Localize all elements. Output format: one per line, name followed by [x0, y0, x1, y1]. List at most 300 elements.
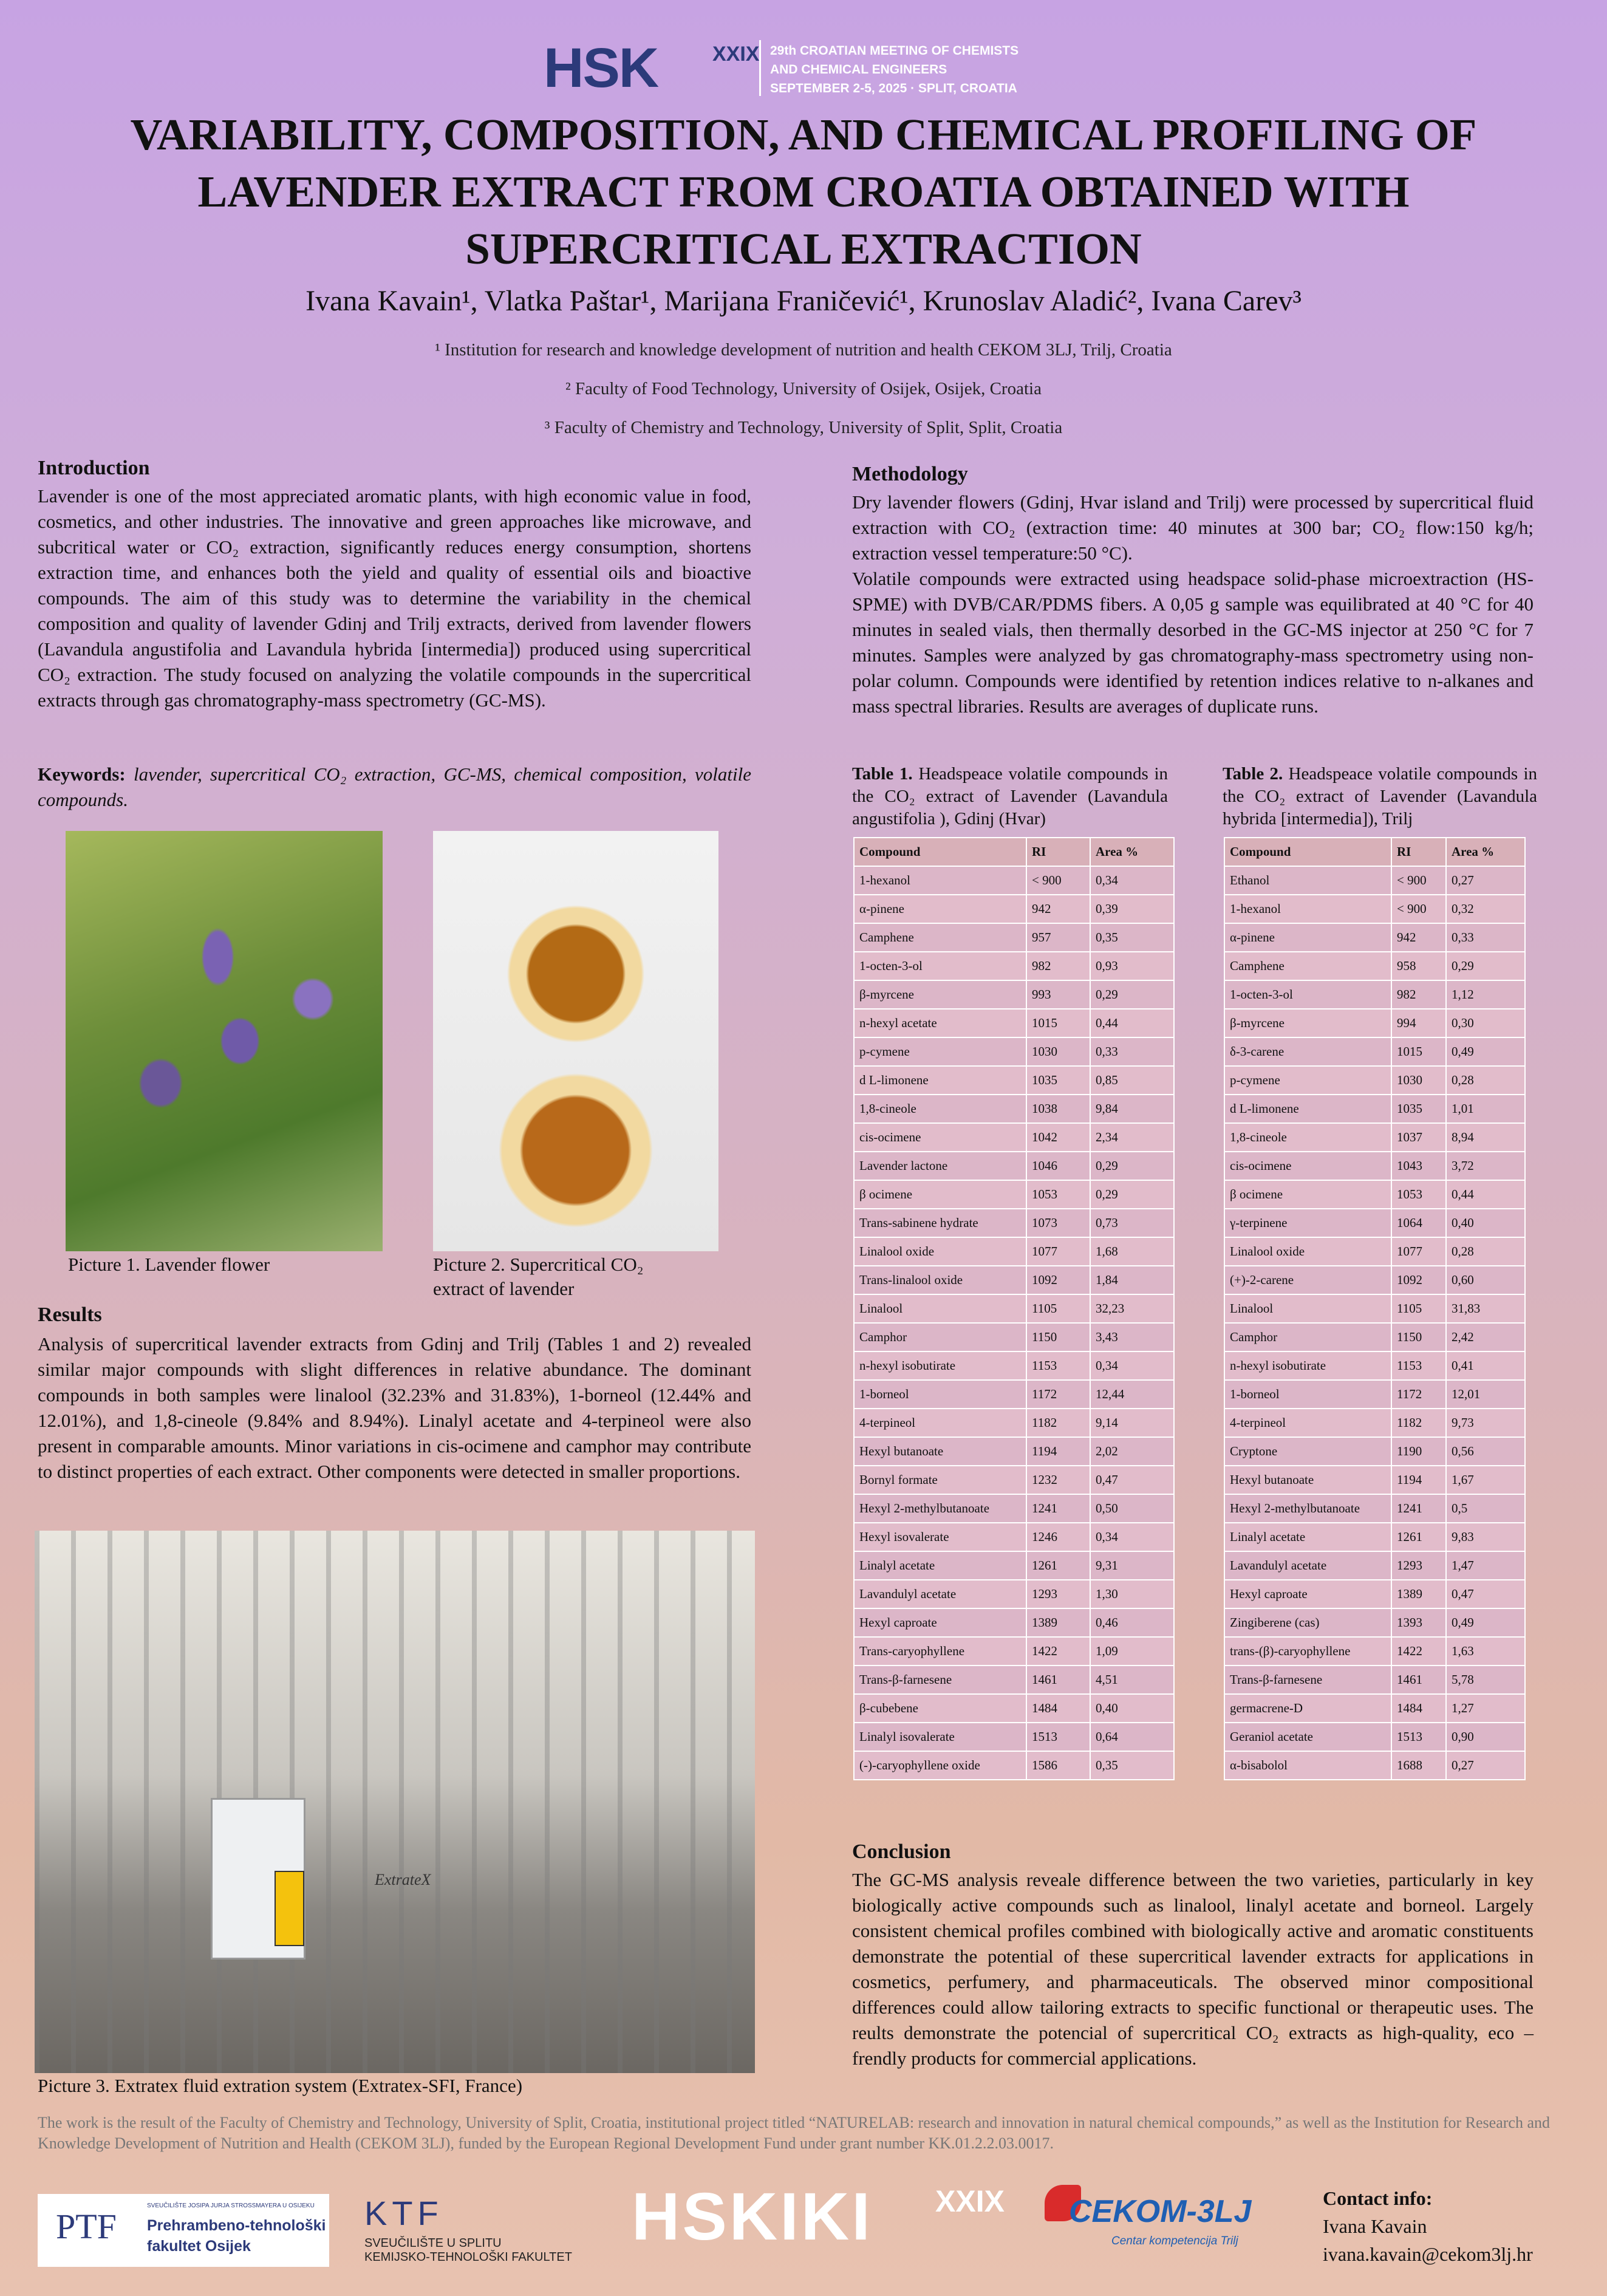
table-row: [1224, 1323, 1525, 1351]
ri-cell: 982: [1026, 952, 1090, 980]
area-cell: 0,85: [1090, 1066, 1174, 1095]
compound-cell: d L-limonene: [854, 1066, 1026, 1095]
table-row: [854, 1180, 1174, 1209]
cekom-logo: [1045, 2178, 1275, 2263]
table-row: [1224, 1123, 1525, 1152]
picture-3-caption: Picture 3. Extratex fluid extration system (Extratex-SFI, France): [38, 2075, 523, 2096]
area-cell: 0,40: [1090, 1694, 1174, 1723]
conference-line2: AND CHEMICAL ENGINEERS: [770, 63, 947, 77]
table-1-header-ri: RI: [1026, 838, 1090, 866]
table-row: [1224, 895, 1525, 923]
table-row: [1224, 1152, 1525, 1180]
area-cell: 31,83: [1446, 1294, 1525, 1323]
table-row: [1224, 1694, 1525, 1723]
compound-cell: Camphor: [1224, 1323, 1391, 1351]
compound-cell: n-hexyl acetate: [854, 1009, 1026, 1037]
compound-cell: n-hexyl isobutirate: [1224, 1351, 1391, 1380]
area-cell: 4,51: [1090, 1666, 1174, 1694]
table-row: [854, 1637, 1174, 1666]
compound-cell: β ocimene: [1224, 1180, 1391, 1209]
ri-cell: 1484: [1026, 1694, 1090, 1723]
area-cell: 0,29: [1090, 1152, 1174, 1180]
table-row: [854, 1152, 1174, 1180]
ptf-logo-name-1: Prehrambeno-tehnološki: [147, 2217, 326, 2234]
table-row: [854, 1494, 1174, 1523]
table-row: [1224, 1351, 1525, 1380]
table-row: [1224, 1723, 1525, 1751]
ri-cell: 1461: [1391, 1666, 1446, 1694]
area-cell: 0,49: [1446, 1037, 1525, 1066]
ptf-logo-mark: PTF: [56, 2207, 117, 2246]
ktf-logo-mark: KTF: [364, 2194, 443, 2232]
table-row: [854, 1266, 1174, 1294]
compound-cell: 1,8-cineole: [854, 1095, 1026, 1123]
area-cell: 0,5: [1446, 1494, 1525, 1523]
compound-cell: 1-octen-3-ol: [1224, 980, 1391, 1009]
table-row: [854, 1095, 1174, 1123]
ri-cell: 1035: [1391, 1095, 1446, 1123]
conference-logo: [544, 37, 760, 99]
table-row: [1224, 980, 1525, 1009]
compound-cell: 1-octen-3-ol: [854, 952, 1026, 980]
compound-cell: cis-ocimene: [854, 1123, 1026, 1152]
table-1-header-compound: Compound: [854, 838, 1026, 866]
table-2-caption-label: Table 2.: [1223, 764, 1283, 784]
area-cell: 32,23: [1090, 1294, 1174, 1323]
ri-cell: 1461: [1026, 1666, 1090, 1694]
keywords-text: lavender, supercritical CO₂ extraction, GC-MS, chemical composition, volatile compounds.: [38, 764, 752, 810]
table-row: [1224, 1066, 1525, 1095]
area-cell: 0,44: [1090, 1009, 1174, 1037]
compound-cell: Camphor: [854, 1323, 1026, 1351]
ri-cell: < 900: [1026, 866, 1090, 895]
affiliation-3: ³ Faculty of Chemistry and Technology, University of Split, Split, Croatia: [544, 418, 1063, 437]
compound-cell: Trans-caryophyllene: [854, 1637, 1026, 1666]
ri-cell: 1064: [1391, 1209, 1446, 1237]
compound-cell: 4-terpineol: [1224, 1409, 1391, 1437]
compound-cell: γ-terpinene: [1224, 1209, 1391, 1237]
ri-cell: 994: [1391, 1009, 1446, 1037]
area-cell: 9,14: [1090, 1409, 1174, 1437]
area-cell: 0,33: [1090, 1037, 1174, 1066]
table-row: [854, 1380, 1174, 1409]
area-cell: 0,90: [1446, 1723, 1525, 1751]
ri-cell: 1043: [1391, 1152, 1446, 1180]
methodology-text-2: Volatile compounds were extracted using headspace solid-phase microextraction (HS-SPME) with DVB/CAR/PDMS fibers. A 0,05 g sample was equilibrated at 40 °C for 40 minutes in sealed vials, then thermally desorbed in the GC-MS injector at 250 °C for 7 minutes. Samples were analyzed by gas chromatography-mass spectrometry using non-polar column. Compounds were identified by retention indices relative to n-alkanes and mass spectral libraries. Results are averages of duplicate runs.: [852, 568, 1534, 717]
ri-cell: 1422: [1026, 1637, 1090, 1666]
conference-separator: [759, 40, 761, 96]
table-row: [854, 980, 1174, 1009]
lavender-flower-photo: [66, 831, 383, 1251]
area-cell: 5,78: [1446, 1666, 1525, 1694]
hskiki-logo: [632, 2171, 1005, 2263]
table-row: [1224, 1209, 1525, 1237]
compound-cell: Hexyl 2-methylbutanoate: [854, 1494, 1026, 1523]
machine-label: ExtrateX: [375, 1871, 431, 1888]
ri-cell: 1077: [1026, 1237, 1090, 1266]
compound-cell: 4-terpineol: [854, 1409, 1026, 1437]
ri-cell: 1190: [1391, 1437, 1446, 1466]
compound-cell: 1-borneol: [854, 1380, 1026, 1409]
compound-cell: α-bisabolol: [1224, 1751, 1391, 1780]
compound-cell: Bornyl formate: [854, 1466, 1026, 1494]
compound-cell: Camphene: [854, 923, 1026, 952]
compound-cell: p-cymene: [1224, 1066, 1391, 1095]
ri-cell: 1053: [1026, 1180, 1090, 1209]
area-cell: 0,60: [1446, 1266, 1525, 1294]
area-cell: 1,67: [1446, 1466, 1525, 1494]
table-row: [854, 1666, 1174, 1694]
table-row: [1224, 1409, 1525, 1437]
table-row: [1224, 1666, 1525, 1694]
compound-cell: (+)-2-carene: [1224, 1266, 1391, 1294]
ri-cell: 1422: [1391, 1637, 1446, 1666]
area-cell: 0,56: [1446, 1437, 1525, 1466]
table-row: [854, 1723, 1174, 1751]
area-cell: 0,47: [1090, 1466, 1174, 1494]
picture-2-caption-line2: extract of lavender: [433, 1278, 575, 1299]
compound-cell: β-myrcene: [854, 980, 1026, 1009]
compound-cell: germacrene-D: [1224, 1694, 1391, 1723]
area-cell: 0,39: [1090, 895, 1174, 923]
compound-cell: α-pinene: [1224, 923, 1391, 952]
ptf-logo: [38, 2194, 329, 2267]
table-row: [854, 1751, 1174, 1780]
area-cell: 0,35: [1090, 1751, 1174, 1780]
area-cell: 1,01: [1446, 1095, 1525, 1123]
compound-cell: Trans-linalool oxide: [854, 1266, 1026, 1294]
area-cell: 0,50: [1090, 1494, 1174, 1523]
ri-cell: 1389: [1391, 1580, 1446, 1608]
table-2-header-ri: RI: [1391, 838, 1446, 866]
compound-cell: Ethanol: [1224, 866, 1391, 895]
table-2-caption-text: Headspeace volatile compounds in the CO₂ extract of Lavender (Lavandula hybrida [intermedia]), Trilj: [1223, 764, 1537, 829]
table-row: [1224, 1237, 1525, 1266]
cekom-logo-text: CEKOM-3LJ: [1069, 2194, 1252, 2229]
compound-cell: Cryptone: [1224, 1437, 1391, 1466]
table-row: [854, 1294, 1174, 1323]
compound-cell: d L-limonene: [1224, 1095, 1391, 1123]
area-cell: 0,32: [1446, 895, 1525, 923]
table-row: [854, 1037, 1174, 1066]
area-cell: 0,29: [1090, 1180, 1174, 1209]
ri-cell: 1194: [1026, 1437, 1090, 1466]
compound-cell: Linalyl acetate: [854, 1551, 1026, 1580]
ri-cell: 1393: [1391, 1608, 1446, 1637]
ri-cell: 1015: [1026, 1009, 1090, 1037]
contact-name: Ivana Kavain: [1323, 2215, 1427, 2237]
contact-heading: Contact info:: [1323, 2187, 1433, 2209]
ri-cell: 1194: [1391, 1466, 1446, 1494]
picture-2-caption: [433, 1252, 644, 1301]
ri-cell: 1261: [1391, 1523, 1446, 1551]
compound-cell: Camphene: [1224, 952, 1391, 980]
compound-cell: β ocimene: [854, 1180, 1026, 1209]
table-row: [854, 952, 1174, 980]
area-cell: 9,31: [1090, 1551, 1174, 1580]
ri-cell: 1172: [1026, 1380, 1090, 1409]
area-cell: 1,84: [1090, 1266, 1174, 1294]
funding-note: The work is the result of the Faculty of Chemistry and Technology, University of Split, Croatia, institutional project titled “NATURELAB: research and innovation in natural chemical compounds,” as well as the Institution for Research and Knowledge Development of Nutrition and Health (CEKOM 3LJ), funded by the European Regional Development Fund under grant number KK.01.2.2.03.0017.: [38, 2114, 1550, 2152]
area-cell: 0,44: [1446, 1180, 1525, 1209]
ri-cell: 1077: [1391, 1237, 1446, 1266]
table-1-header-area: Area %: [1090, 838, 1174, 866]
ri-cell: 942: [1026, 895, 1090, 923]
table-row: [854, 1323, 1174, 1351]
table-1-wrapper: [853, 837, 1175, 1780]
keywords: [38, 762, 751, 813]
area-cell: 3,43: [1090, 1323, 1174, 1351]
hskiki-logo-text: HSKIKI: [632, 2179, 873, 2254]
compound-cell: Zingiberene (cas): [1224, 1608, 1391, 1637]
area-cell: 2,02: [1090, 1437, 1174, 1466]
compound-cell: Linalool: [854, 1294, 1026, 1323]
area-cell: 0,49: [1446, 1608, 1525, 1637]
ri-cell: 1484: [1391, 1694, 1446, 1723]
table-row: [854, 1209, 1174, 1237]
compound-cell: 1-borneol: [1224, 1380, 1391, 1409]
ri-cell: 1241: [1391, 1494, 1446, 1523]
area-cell: 0,93: [1090, 952, 1174, 980]
introduction-heading: Introduction: [38, 457, 150, 479]
ri-cell: 1030: [1026, 1037, 1090, 1066]
affiliation-1: ¹ Institution for research and knowledge development of nutrition and health CEKOM 3LJ, Trilj, Croatia: [435, 340, 1172, 360]
area-cell: 0,64: [1090, 1723, 1174, 1751]
area-cell: 0,41: [1446, 1351, 1525, 1380]
picture-1-caption: Picture 1. Lavender flower: [68, 1254, 270, 1275]
area-cell: 1,09: [1090, 1637, 1174, 1666]
area-cell: 0,47: [1446, 1580, 1525, 1608]
ri-cell: 1293: [1391, 1551, 1446, 1580]
ri-cell: 993: [1026, 980, 1090, 1009]
compound-cell: n-hexyl isobutirate: [854, 1351, 1026, 1380]
table-2-caption: [1223, 763, 1537, 830]
table-2-wrapper: [1224, 837, 1526, 1780]
compound-cell: 1,8-cineole: [1224, 1123, 1391, 1152]
ri-cell: 1513: [1391, 1723, 1446, 1751]
table-row: [1224, 1437, 1525, 1466]
ri-cell: 1246: [1026, 1523, 1090, 1551]
table-1-caption: [852, 763, 1168, 830]
table-row: [854, 1009, 1174, 1037]
area-cell: 1,27: [1446, 1694, 1525, 1723]
table-row: [1224, 923, 1525, 952]
table-row: [854, 1437, 1174, 1466]
compound-cell: Geraniol acetate: [1224, 1723, 1391, 1751]
table-row: [1224, 1608, 1525, 1637]
contact-email[interactable]: ivana.kavain@cekom3lj.hr: [1323, 2243, 1533, 2265]
compound-cell: Trans-β-farnesene: [854, 1666, 1026, 1694]
table-row: [1224, 1580, 1525, 1608]
compound-cell: Linalyl isovalerate: [854, 1723, 1026, 1751]
area-cell: 0,40: [1446, 1209, 1525, 1237]
ri-cell: 942: [1391, 923, 1446, 952]
table-row: [1224, 1637, 1525, 1666]
conclusion-text: The GC-MS analysis reveale difference between the two varieties, particularly in key biologically active compounds such as linalool, linalyl acetate and borneol. Largely consistent chemical profiles combined with biologically active and aromatic constituents demonstrate the potential of these supercritical lavender extracts for applications in cosmetics, perfumery, and pharmaceuticals. The observed minor compositional differences could allow tailoring extracts to specific functional or therapeutic uses. The reults demonstrate the potencial of supercritical CO₂ extracts as high-quality, eco – frendly products for commercial applications.: [852, 1869, 1534, 2069]
hskiki-logo-sub: XXIX: [935, 2184, 1005, 2218]
area-cell: 9,83: [1446, 1523, 1525, 1551]
conference-logo-text: HSK: [544, 37, 658, 99]
area-cell: 12,01: [1446, 1380, 1525, 1409]
table-row: [1224, 1751, 1525, 1780]
ri-cell: 957: [1026, 923, 1090, 952]
table-row: [1224, 1095, 1525, 1123]
area-cell: 0,30: [1446, 1009, 1525, 1037]
area-cell: 8,94: [1446, 1123, 1525, 1152]
table-row: [1224, 1380, 1525, 1409]
compound-cell: cis-ocimene: [1224, 1152, 1391, 1180]
area-cell: 0,46: [1090, 1608, 1174, 1637]
ri-cell: 1241: [1026, 1494, 1090, 1523]
table-row: [1224, 1551, 1525, 1580]
area-cell: 1,68: [1090, 1237, 1174, 1266]
area-cell: 2,42: [1446, 1323, 1525, 1351]
compound-cell: Hexyl isovalerate: [854, 1523, 1026, 1551]
area-cell: 0,28: [1446, 1237, 1525, 1266]
table-row: [854, 866, 1174, 895]
ri-cell: 1261: [1026, 1551, 1090, 1580]
area-cell: 0,34: [1090, 1523, 1174, 1551]
area-cell: 0,28: [1446, 1066, 1525, 1095]
results-text: Analysis of supercritical lavender extracts from Gdinj and Trilj (Tables 1 and 2) revealed similar major compounds with slight differences in relative abundance. The dominant compounds in both samples were linalool (32.23% and 31.83%), 1-borneol (12.44% and 12.01%), and 1,8-cineole (9.84% and 8.94%). Linalyl acetate and 4-terpineol were also present in comparable amounts. Minor variations in cis-ocimene and camphor may contribute to distinct properties of each extract. Other components were detected in smaller proportions.: [38, 1333, 751, 1482]
area-cell: 1,47: [1446, 1551, 1525, 1580]
area-cell: 0,73: [1090, 1209, 1174, 1237]
ptf-logo-name-2: fakultet Osijek: [147, 2238, 251, 2255]
conference-info: [770, 41, 1074, 98]
ktf-logo: [364, 2195, 595, 2268]
table-row: [854, 1351, 1174, 1380]
methodology-text-1: Dry lavender flowers (Gdinj, Hvar island and Trilj) were processed by supercritical fluid extraction with CO₂ (extraction time: 40 minutes at 300 bar; CO₂ flow:150 kg/h; extraction vessel temperature:50 °C).: [852, 491, 1534, 564]
ri-cell: 1092: [1026, 1266, 1090, 1294]
table-row: [1224, 1009, 1525, 1037]
area-cell: 9,84: [1090, 1095, 1174, 1123]
table-row: [1224, 952, 1525, 980]
area-cell: 2,34: [1090, 1123, 1174, 1152]
ktf-logo-line2: KEMIJSKO-TEHNOLOŠKI FAKULTET: [364, 2250, 572, 2264]
table-1-caption-text: Headspeace volatile compounds in the CO₂ extract of Lavender (Lavandula angustifolia ), Gdinj (Hvar): [852, 764, 1169, 829]
area-cell: 0,35: [1090, 923, 1174, 952]
ri-cell: 1105: [1026, 1294, 1090, 1323]
table-row: [854, 1409, 1174, 1437]
compound-cell: δ-3-carene: [1224, 1037, 1391, 1066]
area-cell: 1,63: [1446, 1637, 1525, 1666]
table-1-caption-label: Table 1.: [852, 764, 913, 784]
table-row: [854, 1523, 1174, 1551]
table-row: [854, 1694, 1174, 1723]
compound-cell: Linalool oxide: [854, 1237, 1026, 1266]
compound-cell: Hexyl butanoate: [854, 1437, 1026, 1466]
methodology-heading: Methodology: [852, 463, 968, 485]
area-cell: 0,27: [1446, 1751, 1525, 1780]
area-cell: 1,12: [1446, 980, 1525, 1009]
results-heading: Results: [38, 1303, 102, 1326]
compound-cell: Lavender lactone: [854, 1152, 1026, 1180]
table-row: [1224, 1523, 1525, 1551]
compound-cell: Lavandulyl acetate: [854, 1580, 1026, 1608]
introduction-text: Lavender is one of the most appreciated aromatic plants, with high economic value in food, cosmetics, and other industries. The innovative and green approaches like microwave, and subcritical water or CO₂ extraction, significantly reduces energy consumption, shortens extraction time, and enhances both the yield and quality of essential oils and bioactive compounds. The aim of this study was to determine the variability in the chemical composition and quality of lavender Gdinj and Trilj extracts, derived from lavender flowers (Lavandula angustifolia and Lavandula hybrida [intermedia]) produced using supercritical CO₂ extraction. The study focused on analyzing the volatile compounds in the supercritical extracts through gas chromatography-mass spectrometry (GC-MS).: [38, 485, 751, 711]
ri-cell: 1053: [1391, 1180, 1446, 1209]
ri-cell: 1035: [1026, 1066, 1090, 1095]
ri-cell: 958: [1391, 952, 1446, 980]
contact-info: [1323, 2184, 1533, 2268]
table-2-header-area: Area %: [1446, 838, 1525, 866]
compound-cell: p-cymene: [854, 1037, 1026, 1066]
compound-cell: β-cubebene: [854, 1694, 1026, 1723]
ri-cell: 1092: [1391, 1266, 1446, 1294]
area-cell: 0,34: [1090, 866, 1174, 895]
ri-cell: 1153: [1391, 1351, 1446, 1380]
ri-cell: 1015: [1391, 1037, 1446, 1066]
area-cell: 0,27: [1446, 866, 1525, 895]
compound-cell: Linalool oxide: [1224, 1237, 1391, 1266]
compound-cell: Lavandulyl acetate: [1224, 1551, 1391, 1580]
co2-extract-photo: [433, 831, 718, 1251]
table-row: [854, 923, 1174, 952]
ri-cell: 1172: [1391, 1380, 1446, 1409]
area-cell: 0,29: [1090, 980, 1174, 1009]
table-row: [854, 1237, 1174, 1266]
ri-cell: 1153: [1026, 1351, 1090, 1380]
methodology-text: [852, 490, 1534, 719]
ri-cell: 1293: [1026, 1580, 1090, 1608]
area-cell: 12,44: [1090, 1380, 1174, 1409]
compound-cell: Linalool: [1224, 1294, 1391, 1323]
table-row: [1224, 1294, 1525, 1323]
compound-cell: Hexyl 2-methylbutanoate: [1224, 1494, 1391, 1523]
ri-cell: < 900: [1391, 866, 1446, 895]
compound-cell: Hexyl caproate: [854, 1608, 1026, 1637]
table-row: [854, 1608, 1174, 1637]
area-cell: 9,73: [1446, 1409, 1525, 1437]
ri-cell: 982: [1391, 980, 1446, 1009]
ptf-logo-university: SVEUČILIŠTE JOSIPA JURJA STROSSMAYERA U OSIJEKU: [147, 2202, 315, 2209]
table-row: [1224, 866, 1525, 895]
keywords-label: Keywords:: [38, 764, 126, 785]
table-row: [1224, 1466, 1525, 1494]
conference-logo-sub: XXIX: [712, 43, 760, 66]
table-1: [853, 837, 1175, 1780]
ri-cell: 1182: [1391, 1409, 1446, 1437]
poster-title: VARIABILITY, COMPOSITION, AND CHEMICAL PROFILING OF LAVENDER EXTRACT FROM CROATIA OBTAINED WITH SUPERCRITICAL EXTRACTION: [130, 110, 1477, 273]
ri-cell: 1105: [1391, 1294, 1446, 1323]
ri-cell: 1150: [1391, 1323, 1446, 1351]
compound-cell: Trans-β-farnesene: [1224, 1666, 1391, 1694]
ri-cell: 1042: [1026, 1123, 1090, 1152]
compound-cell: trans-(β)-caryophyllene: [1224, 1637, 1391, 1666]
compound-cell: α-pinene: [854, 895, 1026, 923]
compound-cell: Linalyl acetate: [1224, 1523, 1391, 1551]
compound-cell: β-myrcene: [1224, 1009, 1391, 1037]
ri-cell: 1232: [1026, 1466, 1090, 1494]
compound-cell: Trans-sabinene hydrate: [854, 1209, 1026, 1237]
compound-cell: 1-hexanol: [854, 866, 1026, 895]
ktf-logo-line1: SVEUČILIŠTE U SPLITU: [364, 2236, 502, 2250]
table-2: [1224, 837, 1526, 1780]
table-row: [1224, 1494, 1525, 1523]
ri-cell: < 900: [1391, 895, 1446, 923]
ri-cell: 1038: [1026, 1095, 1090, 1123]
compound-cell: 1-hexanol: [1224, 895, 1391, 923]
table-row: [854, 1066, 1174, 1095]
extraction-system-photo: [35, 1531, 755, 2073]
area-cell: 0,33: [1446, 923, 1525, 952]
ri-cell: 1150: [1026, 1323, 1090, 1351]
compound-cell: (-)-caryophyllene oxide: [854, 1751, 1026, 1780]
ri-cell: 1073: [1026, 1209, 1090, 1237]
table-row: [1224, 1180, 1525, 1209]
ri-cell: 1182: [1026, 1409, 1090, 1437]
compound-cell: Hexyl butanoate: [1224, 1466, 1391, 1494]
